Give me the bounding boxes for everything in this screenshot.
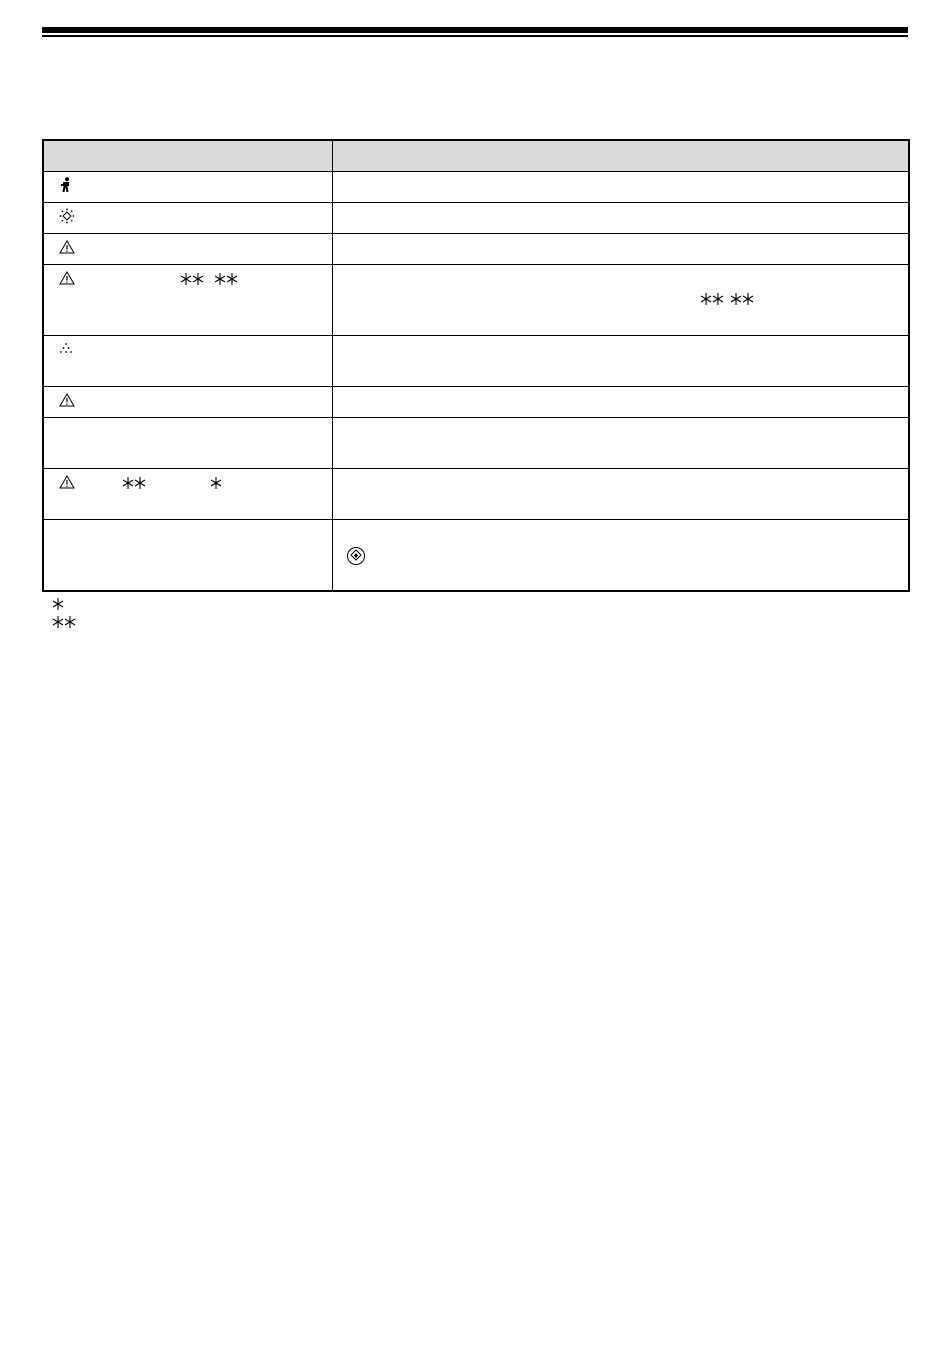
start-key-icon [346, 546, 366, 566]
message-cell [43, 468, 332, 519]
table-row [43, 264, 909, 335]
table-row [43, 202, 909, 233]
message-cell [43, 171, 332, 202]
double-asterisk-icon [180, 272, 204, 286]
description-cell [332, 335, 909, 386]
table-row [43, 233, 909, 264]
single-asterisk-icon [52, 597, 64, 611]
description-cell [332, 233, 909, 264]
sparkle-icon [59, 208, 75, 224]
double-asterisk-icon [214, 272, 238, 286]
header-cell-description [332, 140, 909, 171]
description-cell [332, 264, 909, 335]
message-table [42, 139, 910, 592]
message-cell [43, 335, 332, 386]
top-rule-thick [42, 27, 908, 33]
double-asterisk-icon [122, 476, 146, 490]
message-cell [43, 202, 332, 233]
table-header-row [43, 140, 909, 171]
table-row [43, 386, 909, 417]
message-cell [43, 386, 332, 417]
single-asterisk-icon [210, 476, 222, 490]
description-cell [332, 519, 909, 591]
description-cell [332, 171, 909, 202]
warning-icon [59, 475, 75, 489]
toner-dots-icon [59, 342, 73, 356]
table-row [43, 417, 909, 468]
description-cell [332, 386, 909, 417]
person-icon [60, 177, 72, 193]
double-asterisk-icon [52, 615, 76, 629]
table-row [43, 468, 909, 519]
warning-icon [59, 393, 75, 407]
table-row [43, 171, 909, 202]
double-asterisk-icon [700, 292, 724, 306]
warning-icon [59, 240, 75, 254]
table-row [43, 519, 909, 591]
message-cell [43, 233, 332, 264]
top-rule-thin [42, 35, 908, 37]
description-cell [332, 468, 909, 519]
warning-icon [59, 271, 75, 285]
message-cell [43, 417, 332, 468]
header-cell-message [43, 140, 332, 171]
double-asterisk-icon [730, 292, 754, 306]
table-row [43, 335, 909, 386]
message-cell [43, 519, 332, 591]
description-cell [332, 202, 909, 233]
message-cell [43, 264, 332, 335]
description-cell [332, 417, 909, 468]
